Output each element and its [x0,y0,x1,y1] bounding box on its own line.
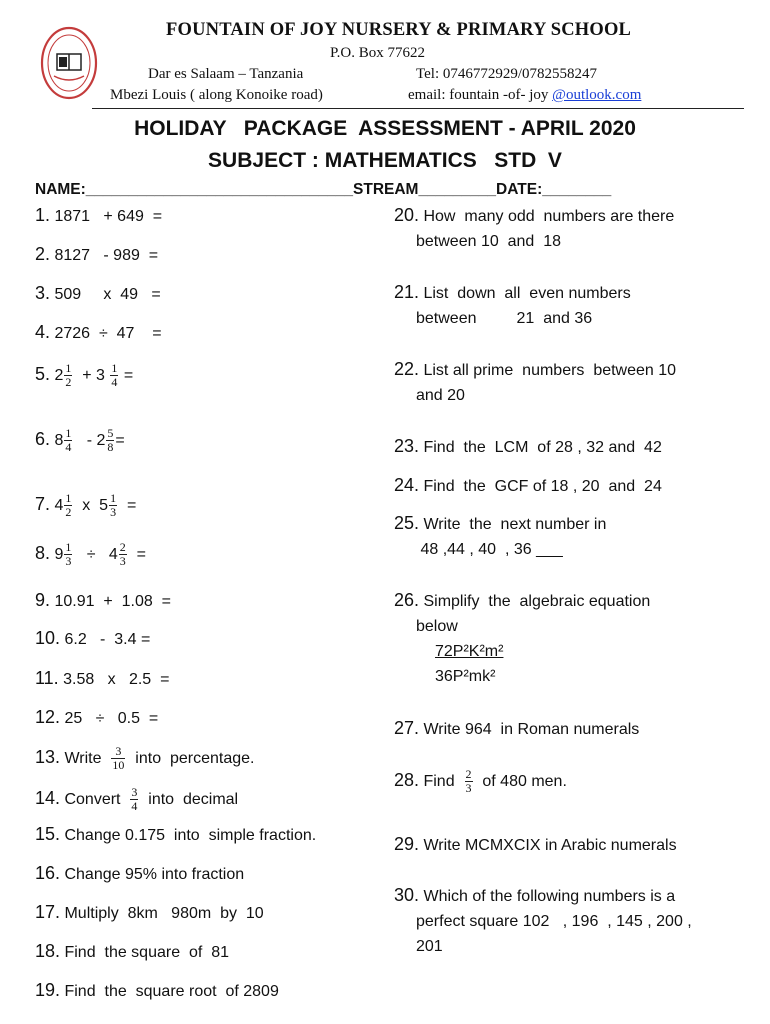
school-city: Dar es Salaam – Tanzania [148,66,304,82]
question-16: 16. Change 95% into fraction [35,863,245,883]
fraction: $\frac{1}{4}$ [65,426,72,455]
school-telephone: Tel: 0746772929/0782558247 [416,66,598,82]
fraction: $\frac{2}{3}$ [119,540,126,569]
question-23: 23. Find the LCM of 28 , 32 and 42 [394,436,662,456]
fraction: $\frac{1}{3}$ [65,540,72,569]
fraction: $\frac{2}{3}$ [465,767,472,796]
question-12: 12. 25 ÷ 0.5 = [35,707,159,727]
school-address: Mbezi Louis ( along Konoike road) [110,87,323,103]
question-29: 29. Write MCMXCIX in Arabic numerals [394,834,677,854]
question-4: 4. 2726 ÷ 47 = [35,322,162,342]
subject-title: SUBJECT : MATHEMATICS STD V [208,149,562,172]
fraction: $\frac{1}{3}$ [110,491,117,520]
question-24: 24. Find the GCF of 18 , 20 and 24 [394,475,662,495]
po-box: P.O. Box 77622 [330,45,426,61]
fraction: $\frac{3}{10}$ [112,744,125,773]
fraction: $\frac{3}{4}$ [131,785,138,814]
school-logo [40,26,98,100]
question-22: 22. List all prime numbers between 10 and 20 [394,359,677,404]
assessment-title: HOLIDAY PACKAGE ASSESSMENT - APRIL 2020 [134,117,636,140]
fraction: $\frac{1}{2}$ [65,491,72,520]
fraction: $\frac{1}{2}$ [65,361,72,390]
fraction: $\frac{5}{8}$ [107,426,114,455]
email-link[interactable]: @outlook.com [552,87,642,103]
question-6: 6. 8 $\frac{1}{4}$ - 2 $\frac{5}{8}$ = [35,426,125,455]
question-30: 30. Which of the following numbers is a perfect square 102 , 196 , 145 , 200 , 201 [394,885,692,955]
question-1: 1. 1871 + 649 = [35,205,163,225]
school-name: FOUNTAIN OF JOY NURSERY & PRIMARY SCHOOL [166,20,632,40]
question-26: 26. Simplify the algebraic equation below 72P²K²m² 36P²mk² [394,590,651,685]
question-20: 20. How many odd numbers are there between 10 and 18 [394,205,675,250]
question-8: 8. 9 $\frac{1}{3}$ ÷ 4 $\frac{2}{3}$ = [35,540,146,569]
question-15: 15. Change 0.175 into simple fraction. [35,824,317,844]
fraction: $\frac{1}{4}$ [111,361,118,390]
question-21: 21. List down all even numbers between 21 and 36 [394,282,631,327]
student-info-line: NAME:_______________________________STREAM_________DATE:________ [35,181,612,198]
header-divider [92,108,744,109]
school-email [408,87,641,104]
question-17: 17. Multiply 8km 980m by 10 [35,902,264,922]
question-27: 27. Write 964 in Roman numerals [394,718,640,738]
question-7: 7. 4 $\frac{1}{2}$ x 5 $\frac{1}{3}$ = [35,491,137,520]
expression-numerator: 72P²K²m² [435,643,504,660]
question-14: 14. Convert $\frac{3}{4}$ into decimal [35,785,239,814]
question-25: 25. Write the next number in 48 ,44 , 40 , 36 ___ [394,513,607,558]
question-3: 3. 509 x 49 = [35,283,161,303]
question-2: 2. 8127 - 989 = [35,244,159,264]
email-prefix: email: fountain -of- joy [408,87,553,103]
question-18: 18. Find the square of 81 [35,941,230,961]
question-11: 11. 3.58 x 2.5 = [35,668,170,688]
question-9: 9. 10.91 + 1.08 = [35,590,171,610]
question-13: 13. Write $\frac{3}{10}$ into percentage. [35,744,255,773]
question-10: 10. 6.2 - 3.4 = [35,628,151,648]
question-28: 28. Find $\frac{2}{3}$ of 480 men. [394,767,567,796]
question-19: 19. Find the square root of 2809 [35,980,279,1000]
question-5: 5. 2 $\frac{1}{2}$ + 3 $\frac{1}{4}$ = [35,361,134,390]
expression-denominator: 36P²mk² [435,668,496,685]
